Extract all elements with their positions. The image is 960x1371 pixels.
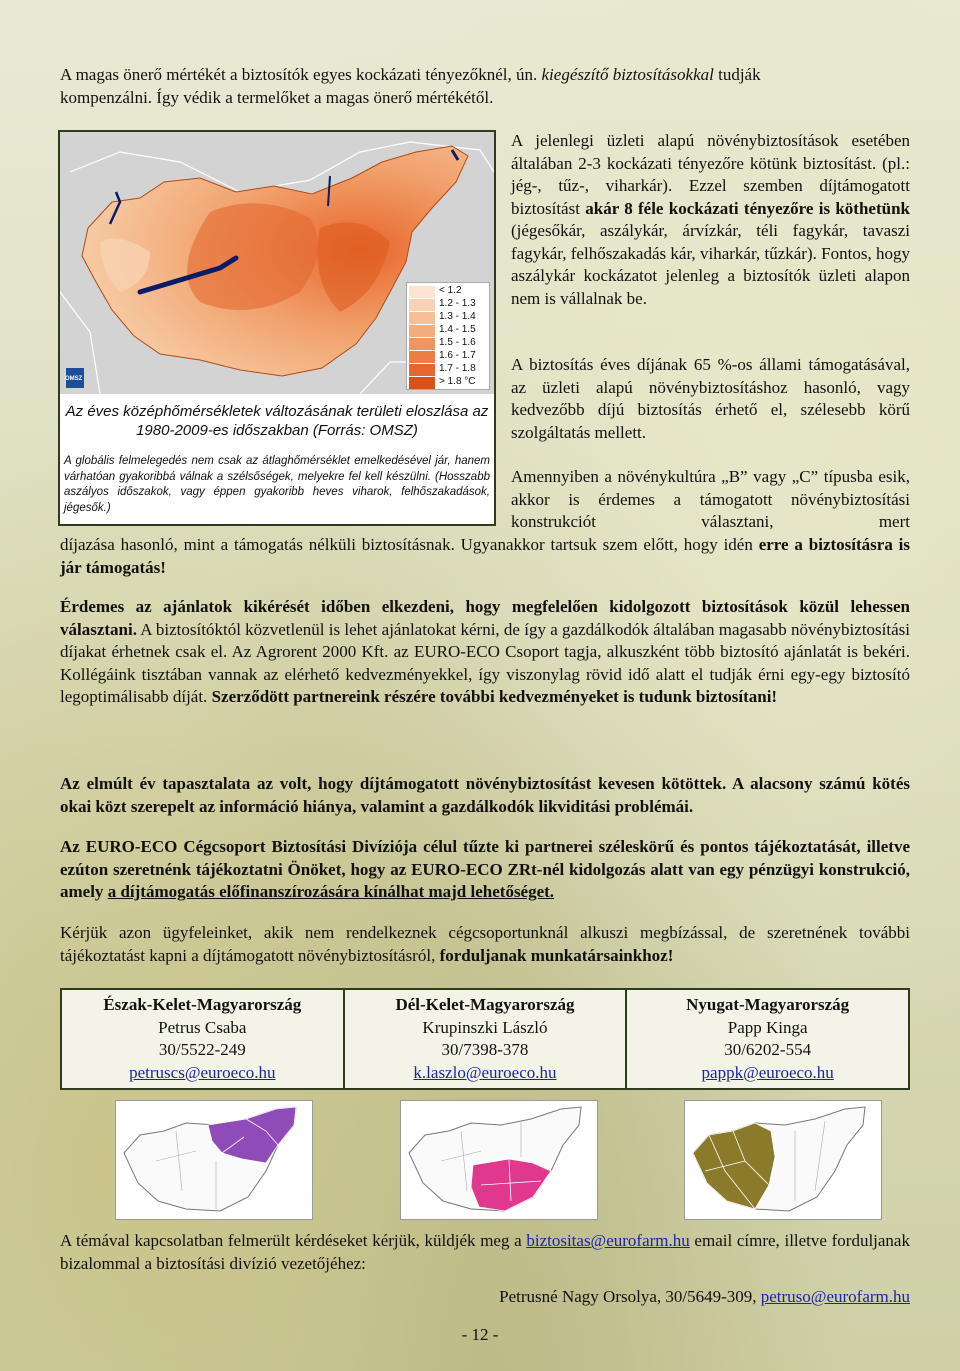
region-map-west <box>684 1100 882 1220</box>
paragraph-6: Az EURO-ECO Cégcsoport Biztosítási Divíziója célul tűzte ki partnerei széleskörű és pontos tájékoztatását, illetve ezúton szeretnénk tájékoztatni Önöket, hogy az EURO-ECO ZRt-nél kidolgozás alatt van egy pénzügyi konstrukció, amely a díjtámogatás előfinanszírozására kínálhat majd lehetőséget. <box>60 837 910 901</box>
paragraph-7: Kérjük azon ügyfeleinket, akik nem rendelkeznek cégcsoportunknál alkuszi megbízással, de szeretnének további tájékoztatást kapni a díjtámogatott növénybiztosításról, forduljanak munkatársainkhoz! <box>60 923 910 965</box>
contact-phone: 30/6202-554 <box>724 1040 812 1059</box>
legend-item: 1.4 - 1.5 <box>409 324 487 336</box>
paragraph-5: Az elmúlt év tapasztalata az volt, hogy díjtámogatott növénybiztosítást kevesen kötöttek. A alacsony számú kötés okai közt szerepelt az információ hiánya, valamint a gazdálkodók likviditási problémái. <box>60 774 910 816</box>
paragraph-4: Érdemes az ajánlatok kikérését időben elkezdeni, hogy megfelelően kidolgozott biztosítások közül lehessen választani. A biztosítóktól közvetlenül is lehet ajánlatokat kérni, de így a gazdálkodók általában magasabb növénybiztosítási díjakat érhetnek csak el. Az Agrorent 2000 Kft. az EURO-ECO Csoport tagja, alkuszként több biztosító ajánlatát is bekéri. Kollégáink tisztában vannak az elérhető kedvezményekkel, így viszonylag rövid idő alatt el tudják érni egy-egy biztosító legoptimálisabb díját. Szerződött partnereink részére további kedvezményeket is tudunk biztosítani! <box>60 597 910 706</box>
contact-phone: 30/7398-378 <box>441 1040 529 1059</box>
contact-region: Észak-Kelet-Magyarország <box>103 995 302 1014</box>
contact-email-link[interactable]: petruscs@euroeco.hu <box>129 1062 276 1082</box>
hungary-temperature-map <box>60 132 494 394</box>
contacts-table <box>60 988 910 1090</box>
paragraph-8: A témával kapcsolatban felmerült kérdéseket kérjük, küldjék meg a biztositas@eurofarm.hu email címre, illetve forduljanak bizalommal a biztosítási divízió vezetőjéhez: <box>60 1231 910 1273</box>
figure-caption-title: Az éves középhőmérsékletek változásának területi eloszlása az 1980-2009-es időszakban (Forrás: OMSZ) <box>65 403 489 439</box>
division-email-link[interactable]: biztositas@eurofarm.hu <box>526 1231 690 1250</box>
legend-item: 1.3 - 1.4 <box>409 311 487 323</box>
signature-line: Petrusné Nagy Orsolya, 30/5649-309, petruso@eurofarm.hu <box>499 1287 910 1306</box>
figure-caption-body: A globális felmelegedés nem csak az átlaghőmérséklet emelkedésével jár, hanem várhatóan gyakoribbá válnak a szélsőségek, melyekre fel kell készülni. (Hosszabb aszályos időszakok, vagy éppen gyakoribb heves viharok, felhőszakadások, jégesők.) <box>64 455 490 514</box>
map-legend <box>406 282 490 390</box>
legend-item: 1.7 - 1.8 <box>409 363 487 375</box>
omsz-logo: OMSZ <box>65 376 83 382</box>
temperature-map-figure <box>58 130 496 526</box>
contact-region: Nyugat-Magyarország <box>686 995 850 1014</box>
contact-region: Dél-Kelet-Magyarország <box>395 995 575 1014</box>
contact-phone: 30/5522-249 <box>158 1040 246 1059</box>
contact-cell-west <box>626 989 909 1089</box>
contact-cell-northeast <box>61 989 344 1089</box>
legend-item: < 1.2 <box>409 285 487 297</box>
right-paragraph-2: A biztosítás éves díjának 65 %-os állami támogatásával, az üzleti alapú növénybiztosításhoz hasonló, vagy kedvezőbb díjú biztosítás érhető el, szélesebb körű szolgáltatás mellett. <box>511 355 910 442</box>
contact-name: Papp Kinga <box>727 1017 808 1037</box>
contact-cell-southeast <box>344 989 627 1089</box>
intro-text: A magas önerő mértékét a biztosítók egyes kockázati tényezőknél, ún. kiegészítő biztosításokkal tudják kompenzálni. Így védik a termelőket a magas önerő mértékétől. <box>60 65 761 107</box>
region-map-northeast <box>115 1100 313 1220</box>
legend-item: 1.5 - 1.6 <box>409 337 487 349</box>
region-map-southeast <box>400 1100 598 1220</box>
contact-name: Krupinszki László <box>422 1017 548 1037</box>
signature-email-link[interactable]: petruso@eurofarm.hu <box>760 1287 910 1306</box>
legend-item: > 1.8 °C <box>409 376 487 388</box>
paragraph-3-continued: díjazása hasonló, mint a támogatás nélküli biztosításnak. Ugyanakkor tartsuk szem előtt, hogy idén erre a biztosításra is jár támogatás! <box>60 535 910 577</box>
page-number: - 12 - <box>461 1325 499 1344</box>
contact-name: Petrus Csaba <box>158 1017 247 1037</box>
contact-email-link[interactable]: pappk@euroeco.hu <box>701 1062 834 1082</box>
legend-item: 1.6 - 1.7 <box>409 350 487 362</box>
right-paragraph-3: Amennyiben a növénykultúra „B” vagy „C” típusba esik, akkor is érdemes a támogatott növénybiztosítási konstrukciót választani, mert <box>511 467 910 531</box>
legend-item: 1.2 - 1.3 <box>409 298 487 310</box>
right-paragraph-1: A jelenlegi üzleti alapú növénybiztosítások esetében általában 2-3 kockázati tényezőre kötünk biztosítást. (pl.: jég-, tűz-, viharkár). Ezzel szemben díjtámogatott biztosítást akár 8 féle kockázati tényezőre is köthetünk (jégesőkár, aszálykár, árvízkár, téli fagykár, tavaszi fagykár, felhőszakadás kár, viharkár, tűzkár). Fontos, hogy aszálykár kockázatot jelenleg a biztosítók üzleti alapon nem is vállalnak be. <box>511 131 910 308</box>
contact-email-link[interactable]: k.laszlo@euroeco.hu <box>413 1062 557 1082</box>
